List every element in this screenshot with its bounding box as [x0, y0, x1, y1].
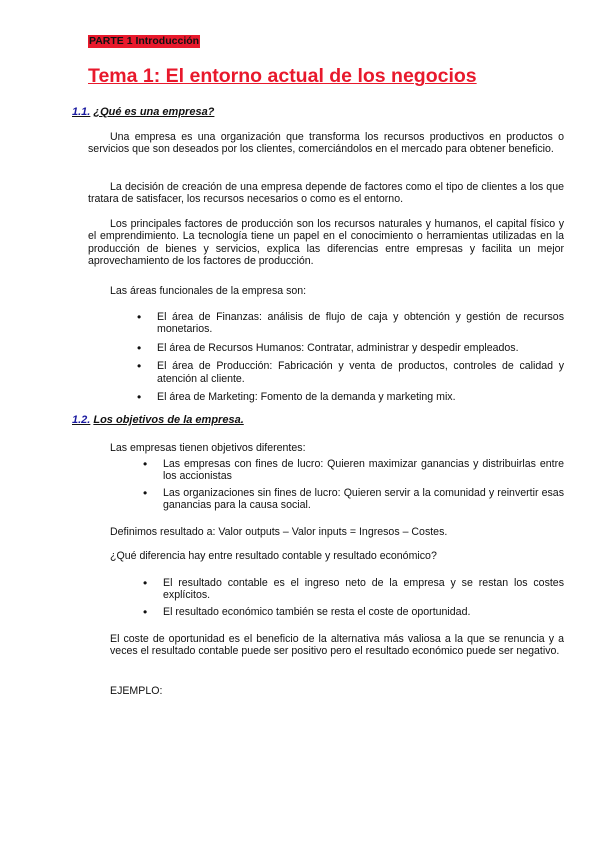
section-2-number: 1.2.	[72, 414, 91, 426]
question-text: ¿Qué diferencia hay entre resultado contable y resultado económico?	[110, 550, 437, 562]
objectives-list	[140, 458, 564, 516]
list-item: • El área de Marketing: Fomento de la demanda y marketing mix.	[134, 391, 564, 403]
opportunity-cost-text: El coste de oportunidad es el beneficio de la alternativa más valiosa a la que se renuncia y a veces el resultado contable puede ser positivo pero el resultado económico puede ser negativo.	[110, 633, 564, 658]
list-item: • El resultado económico también se resta el coste de oportunidad.	[140, 606, 564, 618]
example-label: EJEMPLO:	[110, 685, 163, 697]
objectives-intro: Las empresas tienen objetivos diferentes:	[110, 442, 306, 454]
list-item: • Las organizaciones sin fines de lucro: Quieren servir a la comunidad y reinvertir esas ganancias para la causa social.	[140, 487, 564, 512]
paragraph: La decisión de creación de una empresa depende de factores como el tipo de clientes a los que tratara de satisfacer, los recursos necesarios o como es el entorno.	[88, 181, 564, 206]
list-item: • Las empresas con fines de lucro: Quieren maximizar ganancias y distribuirlas entre los accionistas	[140, 458, 564, 483]
list-item: • El área de Recursos Humanos: Contratar, administrar y despedir empleados.	[134, 342, 564, 354]
list-item: • El área de Producción: Fabricación y venta de productos, controles de calidad y atención al cliente.	[134, 360, 564, 385]
section-1-heading	[72, 106, 214, 119]
results-list	[140, 577, 564, 622]
section-2-title: Los objetivos de la empresa.	[93, 414, 244, 426]
list-item: • El área de Finanzas: análisis de flujo de caja y obtención y gestión de recursos monetarios.	[134, 311, 564, 336]
section-1-number: 1.1.	[72, 106, 91, 118]
part-label: PARTE 1 Introducción	[89, 35, 200, 47]
paragraph: Los principales factores de producción son los recursos naturales y humanos, el capital físico y el emprendimiento. La tecnología tiene un papel en el conocimiento o herramientas utilizadas en la producción de bienes y servicios, explica las diferencias entre empresas y facilita un mejor aprovechamiento de los factores de producción.	[88, 218, 564, 268]
paragraph: Una empresa es una organización que transforma los recursos productivos en productos o servicios que son deseados por los clientes, comerciándolos en el mercado para obtener beneficio.	[88, 131, 564, 156]
definition-text: Definimos resultado a: Valor outputs – Valor inputs = Ingresos – Costes.	[110, 526, 448, 538]
section-1-title: ¿Qué es una empresa?	[93, 106, 215, 118]
section-2-heading	[72, 414, 244, 427]
areas-intro: Las áreas funcionales de la empresa son:	[110, 285, 307, 297]
page-title: Tema 1: El entorno actual de los negocios	[88, 65, 477, 87]
list-item: • El resultado contable es el ingreso neto de la empresa y se restan los costes explícitos.	[140, 577, 564, 602]
areas-list	[134, 311, 564, 409]
